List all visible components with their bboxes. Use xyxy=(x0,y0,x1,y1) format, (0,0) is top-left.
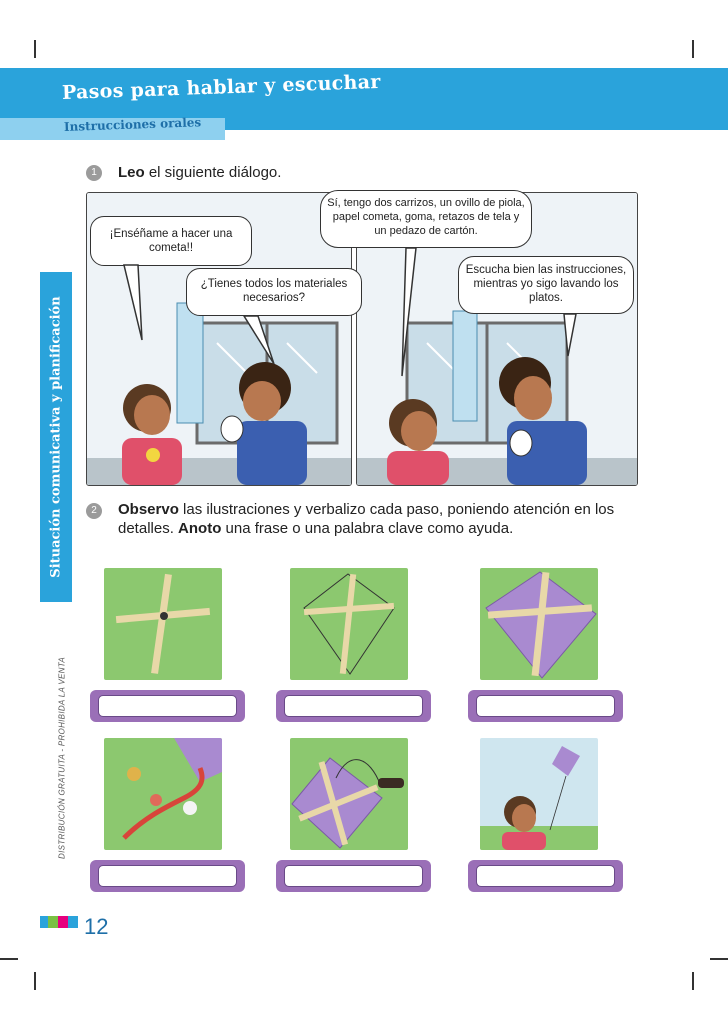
step2-verb-observo: Observo xyxy=(118,501,179,518)
answer-input[interactable] xyxy=(98,865,237,887)
photo-cross-of-sticks xyxy=(104,568,222,680)
speech-bubble-girl-2: Sí, tengo dos carrizos, un ovillo de piola, papel cometa, goma, retazos de tela y un pedazo de cartón. xyxy=(320,190,532,248)
answer-box[interactable] xyxy=(276,860,431,892)
step1-rest: el siguiente diálogo. xyxy=(144,164,282,181)
answer-box[interactable] xyxy=(468,860,623,892)
answer-input[interactable] xyxy=(476,695,615,717)
speech-bubble-girl-1: ¡Enséñame a hacer una cometa!! xyxy=(90,216,252,266)
girl-kite-icon xyxy=(480,738,598,850)
color-bar-green xyxy=(48,916,58,928)
kite-tail-icon xyxy=(104,738,222,850)
page-subtitle: Instrucciones orales xyxy=(63,115,202,134)
answer-input[interactable] xyxy=(476,865,615,887)
speech-bubble-boy-2: Escucha bien las instrucciones, mientras yo sigo lavando los platos. xyxy=(458,256,634,314)
answer-box[interactable] xyxy=(468,690,623,722)
color-bar-magenta xyxy=(58,916,68,928)
speech-bubble-boy-1: ¿Tienes todos los materiales necesarios? xyxy=(186,268,362,316)
photo-frame-with-paper xyxy=(480,568,598,680)
color-bar-blue xyxy=(40,916,48,928)
photo-girl-flying-kite xyxy=(480,738,598,850)
bubble-tails xyxy=(86,192,646,392)
kite-spool-icon xyxy=(290,738,408,850)
photo-frame-with-string xyxy=(290,568,408,680)
section-label: Situación comunicativa y planificación xyxy=(48,296,64,578)
page-title: Pasos para hablar y escuchar xyxy=(61,70,381,104)
step2-instruction xyxy=(118,500,618,538)
answer-box[interactable] xyxy=(90,690,245,722)
answer-box[interactable] xyxy=(90,860,245,892)
answer-box[interactable] xyxy=(276,690,431,722)
kite-paper-icon xyxy=(480,568,598,680)
crop-mark xyxy=(34,972,36,990)
answer-input[interactable] xyxy=(284,865,423,887)
step2-verb-anoto: Anoto xyxy=(178,520,222,537)
step2-text-1: las ilustraciones y verbalizo cada paso, poniendo atención en los detalles. xyxy=(118,501,615,537)
crop-mark xyxy=(710,958,728,960)
step-number: 1 xyxy=(86,165,102,181)
photo-kite-with-spool xyxy=(290,738,408,850)
answer-input[interactable] xyxy=(98,695,237,717)
color-bar-blue xyxy=(68,916,78,928)
answer-input[interactable] xyxy=(284,695,423,717)
crop-mark xyxy=(692,972,694,990)
crop-mark xyxy=(34,40,36,58)
distribution-note: DISTRIBUCIÓN GRATUITA - PROHIBIDA LA VENTA xyxy=(57,657,67,859)
photo-tail-with-ribbons xyxy=(104,738,222,850)
step1-verb: Leo xyxy=(118,164,145,181)
kite-frame-icon xyxy=(290,568,408,680)
step2-text-2: una frase o una palabra clave como ayuda. xyxy=(221,520,514,537)
kite-sticks-icon xyxy=(104,568,222,680)
crop-mark xyxy=(692,40,694,58)
step-number: 2 xyxy=(86,503,102,519)
crop-mark xyxy=(0,958,18,960)
page-number: 12 xyxy=(84,914,109,939)
step1-instruction xyxy=(118,163,281,182)
